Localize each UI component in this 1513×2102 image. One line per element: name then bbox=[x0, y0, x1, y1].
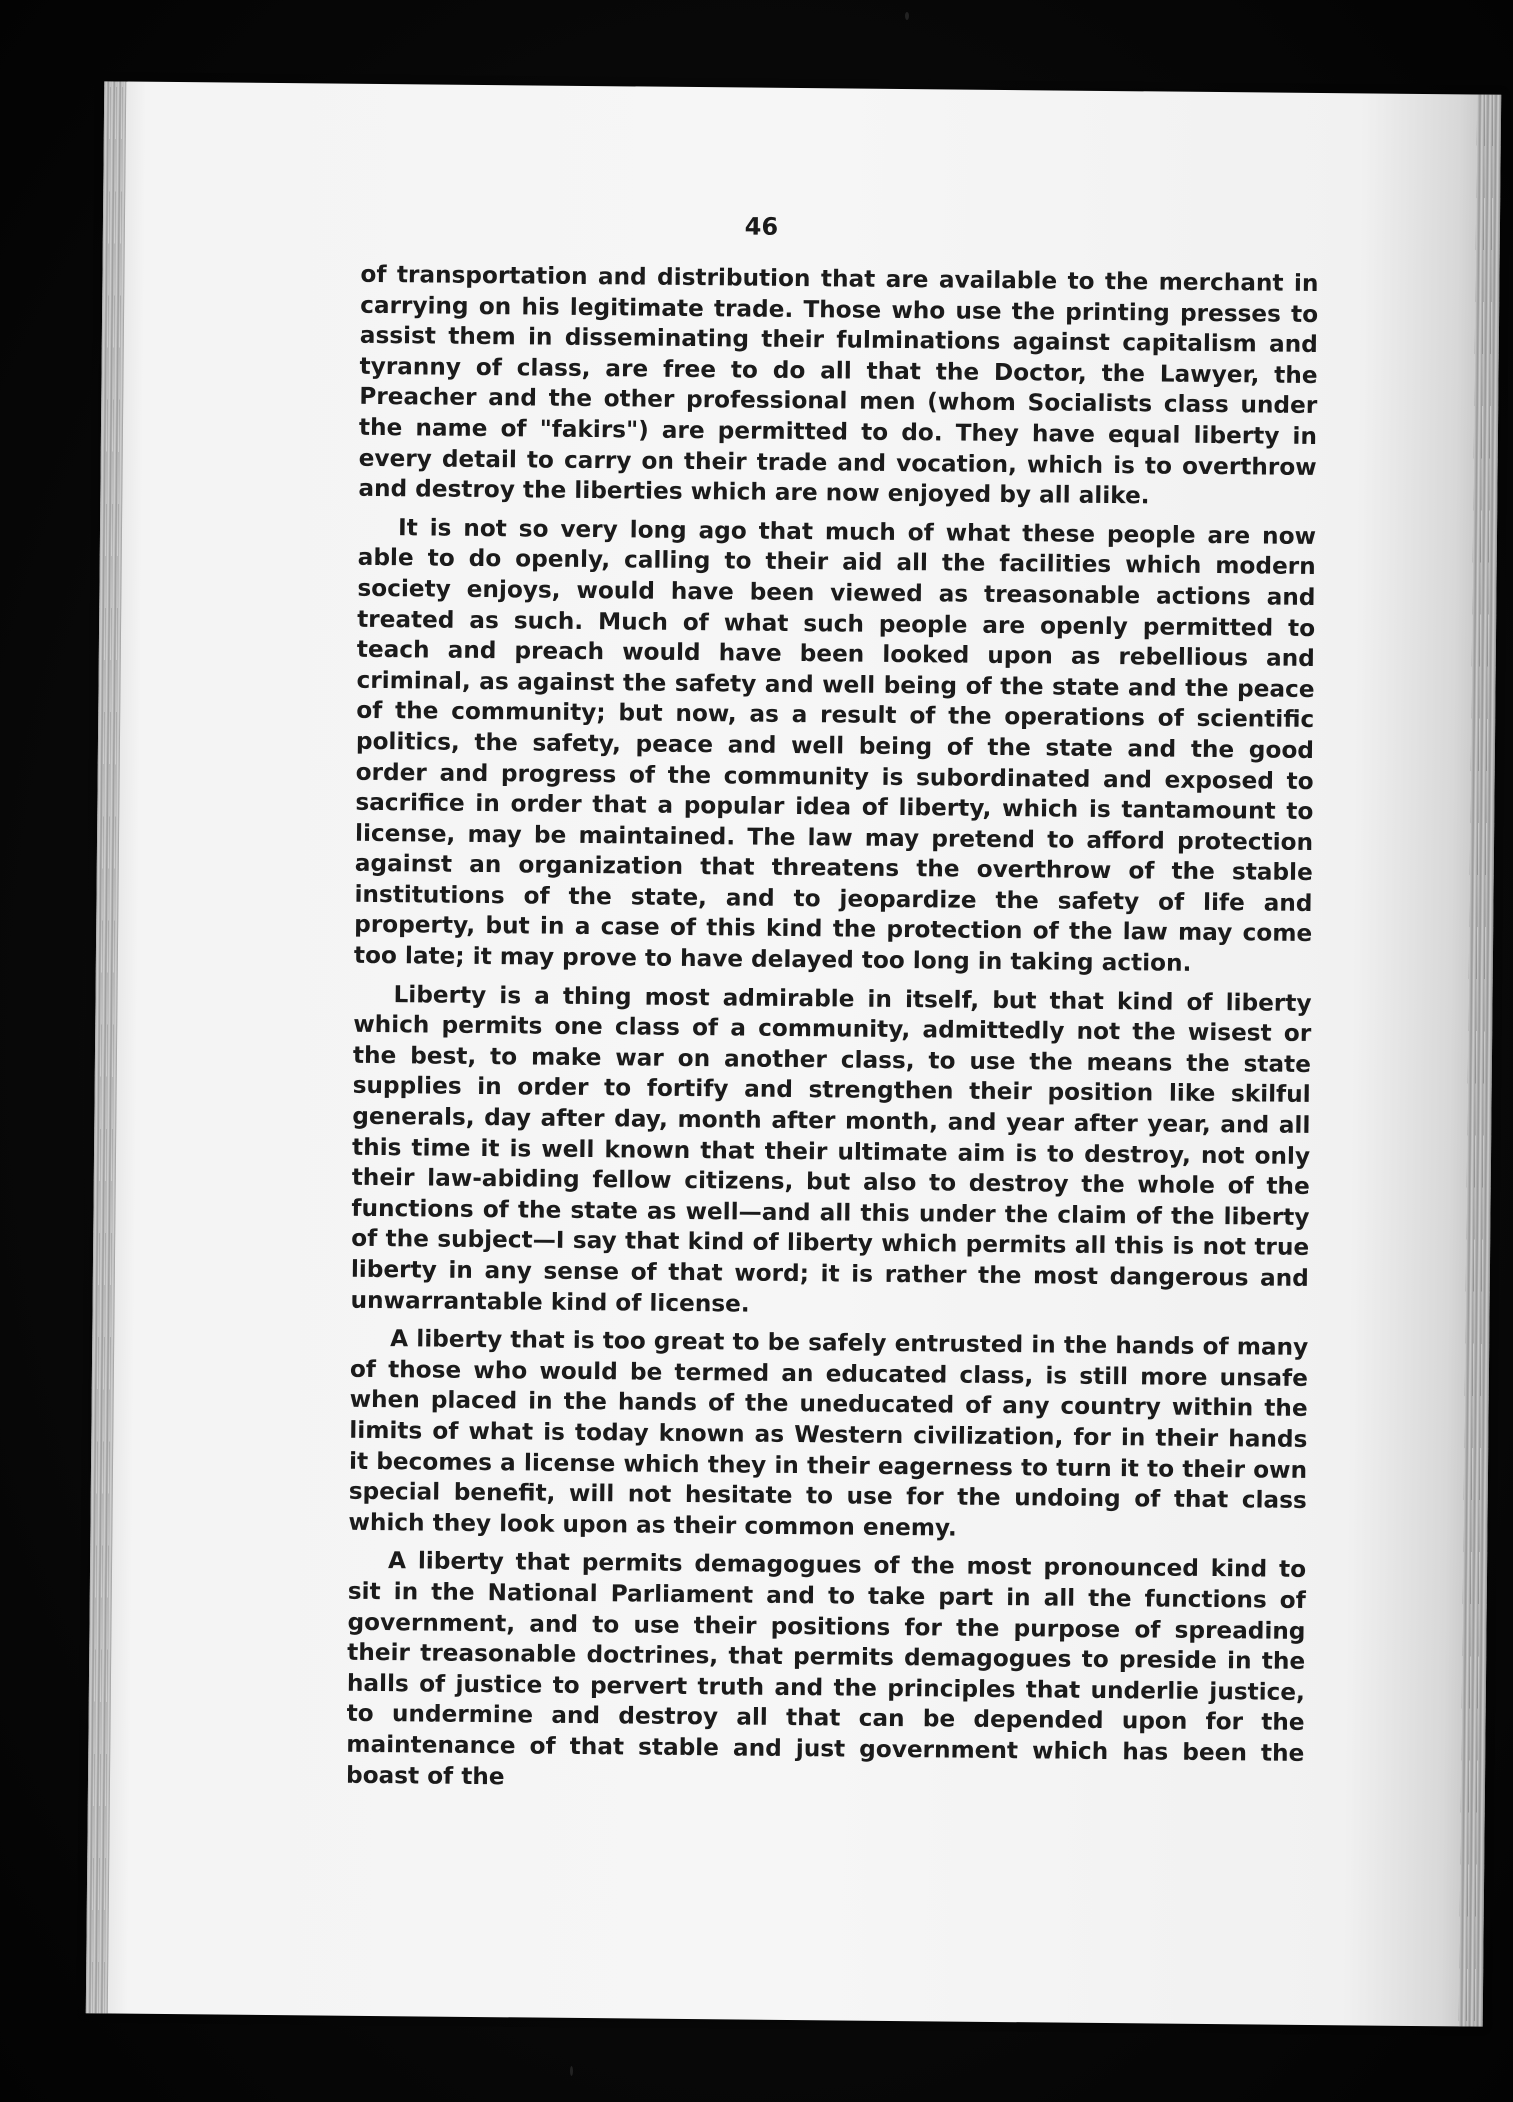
paragraph: It is not so very long ago that much of what these people are now able to do openly, calling to their aid all the facilities which modern society enjoys, would have been viewed as treasonable actions and treated as such. Much of what such people are openly permitted to teach and preach would have been looked upon as rebellious and criminal, as against the safety and well being of the state and the peace of the community; but now, as a result of the operations of scientific politics, the safety, peace and well being of the state and the good order and progress of the community is subordinated and exposed to sacrifice in order that a popular idea of liberty, which is tantamount to license, may be maintained. The law may pretend to afford protection against an organization that threatens the overthrow of the stable institutions of the state, and to jeopardize the safety of life and property, but in a case of this kind the protection of the law may come too late; it may prove to have delayed too long in taking action. bbox=[353, 513, 1317, 977]
body-text bbox=[346, 260, 1319, 1800]
paragraph: of transportation and distribution that are available to the merchant in carrying on his legitimate trade. Those who use the printing presses to assist them in disseminating their fulminations against capitalism and tyranny of class, are free to do all that the Doctor, the Lawyer, the Preacher and the other professional men (whom Socialists class under the name of "fakirs") are permitted to do. They have equal liberty in every detail to carry on their trade and vocation, which is to overthrow and destroy the liberties which are now enjoyed by all alike. bbox=[358, 260, 1319, 510]
paragraph: Liberty is a thing most admirable in itself, but that kind of liberty which permits one class of a community, admittedly not the wisest or the best, to make war on another class, to use the means the state supplies in order to fortify and strengthen their position like skilful generals, day after day, month after month, and year after year, and all this time it is well known that their ultimate aim is to destroy, not only their law-abiding fellow citizens, but also to destroy the whole of the functions of the state as well—and all this under the claim of the liberty of the subject—I say that kind of liberty which permits all this is not true liberty in any sense of that word; it is rather the most dangerous and unwarrantable kind of license. bbox=[350, 980, 1312, 1318]
paragraph: A liberty that permits demagogues of the most pronounced kind to sit in the National Parliament and to take part in all the functions of government, and to use their positions for the purpose of spreading their treasonable doctrines, that permits demagogues to preside in the halls of justice to pervert truth and the principles that underlie justice, to undermine and destroy all that can be depended upon for the maintenance of that stable and just government which has been the boast of the bbox=[345, 1547, 1307, 1790]
dust-speck bbox=[570, 2066, 573, 2076]
paragraph: A liberty that is too great to be safely entrusted in the hands of many of those who would be termed an educated class, is still more unsafe when placed in the hands of the uneducated of any country within the limits of what is today known as Western civilization, for in their hands it becomes a license which they in their eagerness to turn it to their own special benefit, will not hesitate to use for the undoing of that class which they look upon as their common enemy. bbox=[348, 1325, 1309, 1542]
page-number: 46 bbox=[744, 212, 779, 241]
book-page bbox=[86, 81, 1501, 2026]
dust-speck bbox=[905, 12, 909, 20]
